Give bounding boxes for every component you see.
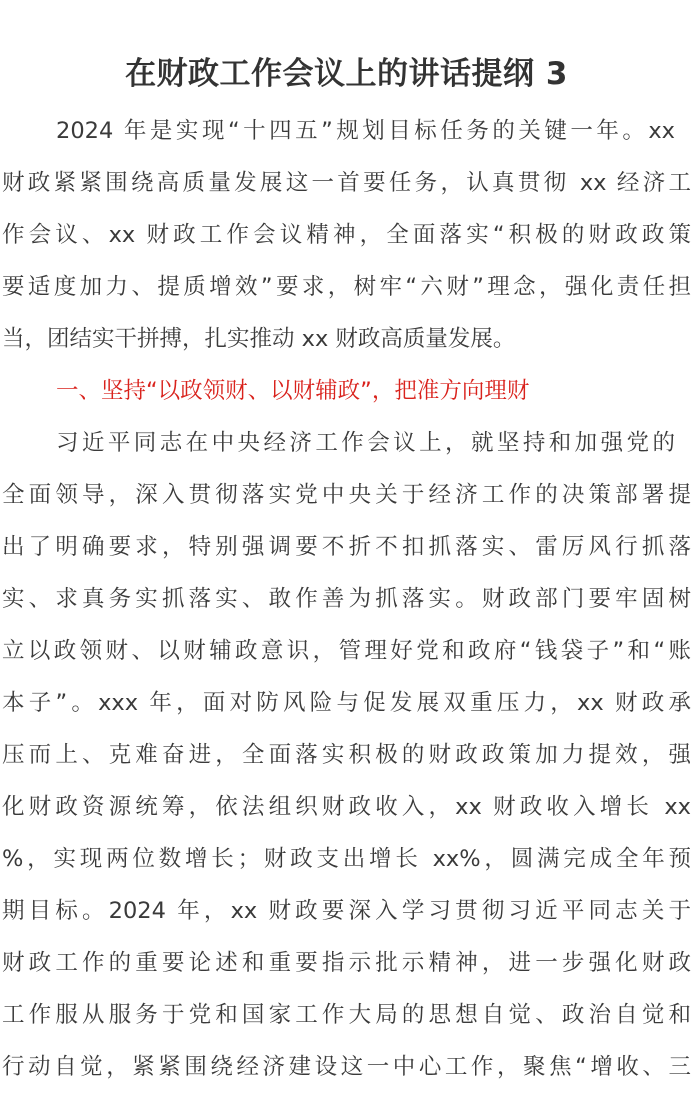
paragraph-1-line: 作会议、xx 财政工作会议精神，全面落实“积极的财政政策 (2, 222, 691, 248)
document-title (0, 51, 693, 97)
paragraph-1-line: 2024 年是实现“十四五”规划目标任务的关键一年。xx (56, 118, 675, 144)
paragraph-1-line: 要适度加力、提质增效”要求，树牢“六财”理念，强化责任担 (2, 274, 691, 300)
paragraph-2-line: 实、求真务实抓落实、敢作善为抓落实。财政部门要牢固树 (2, 586, 691, 612)
paragraph-2-line: 期目标。2024 年，xx 财政要深入学习贯彻习近平同志关于 (2, 898, 691, 924)
paragraph-1-line: 财政紧紧围绕高质量发展这一首要任务，认真贯彻 xx 经济工 (2, 170, 691, 196)
paragraph-2-line: 化财政资源统筹，依法组织财政收入，xx 财政收入增长 xx (2, 794, 691, 820)
title-text: 在财政工作会议上的讲话提纲 (125, 55, 535, 92)
paragraph-2-line: 本子”。xxx 年，面对防风险与促发展双重压力，xx 财政承 (2, 690, 691, 716)
paragraph-2-line: 行动自觉，紧紧围绕经济建设这一中心工作，聚焦“增收、三 (2, 1054, 691, 1080)
title-number: 3 (545, 55, 568, 92)
paragraph-2-line: 习近平同志在中央经济工作会议上，就坚持和加强党的 (56, 430, 675, 456)
paragraph-2-line: 出了明确要求，特别强调要不折不扣抓落实、雷厉风行抓落 (2, 534, 691, 560)
paragraph-1-line: 当，团结实干拼搏，扎实推动 xx 财政高质量发展。 (2, 326, 516, 352)
paragraph-2-line: 立以政领财、以财辅政意识，管理好党和政府“钱袋子”和“账 (2, 638, 691, 664)
paragraph-2-line: 财政工作的重要论述和重要指示批示精神，进一步强化财政 (2, 950, 691, 976)
section-heading: 一、坚持“以政领财、以财辅政”，把准方向理财 (56, 378, 530, 404)
paragraph-2-line: 压而上、克难奋进，全面落实积极的财政政策加力提效，强 (2, 742, 691, 768)
paragraph-2-line: %，实现两位数增长；财政支出增长 xx%，圆满完成全年预 (2, 846, 691, 872)
paragraph-2-line: 工作服从服务于党和国家工作大局的思想自觉、政治自觉和 (2, 1002, 691, 1028)
paragraph-2-line: 全面领导，深入贯彻落实党中央关于经济工作的决策部署提 (2, 482, 691, 508)
